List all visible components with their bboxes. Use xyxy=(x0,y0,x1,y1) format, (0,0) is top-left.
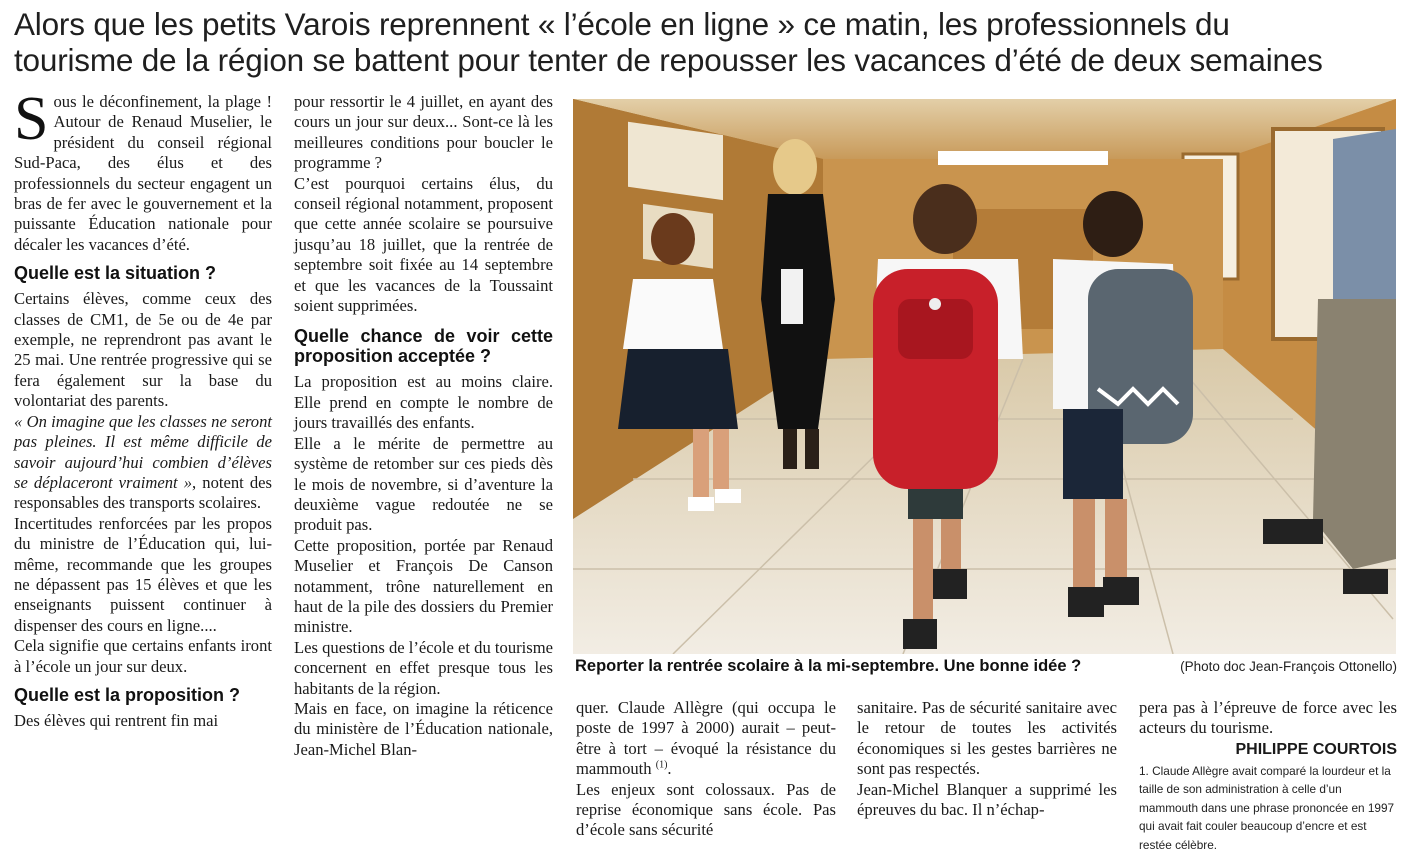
paragraph: Les enjeux sont colossaux. Pas de reprise économique sans école. Pas d’école sans sécurité xyxy=(576,779,836,840)
headline xyxy=(14,6,1409,78)
paragraph: quer. Claude Allègre (qui occupa le poste de 1997 à 2000) aurait – peut-être à tort – évoqué la résistance du mammouth $^{(1)}$. xyxy=(576,698,836,779)
article-column-2 xyxy=(294,92,553,760)
photo-caption xyxy=(575,657,1397,676)
headline-line-2: tourisme de la région se battent pour tenter de repousser les vacances d’été de deux semaines xyxy=(14,42,1323,78)
paragraph: Incertitudes renforcées par les propos du ministre de l’Éducation qui, lui-même, recommande que les groupes ne dépassent pas 15 élèves et que les enseignants puissent continuer à dispenser des cours en ligne.... xyxy=(14,513,272,635)
author-byline: PHILIPPE COURTOIS xyxy=(1235,740,1397,758)
dropcap: S xyxy=(14,85,49,153)
paragraph: Elle a le mérite de permettre au système de retomber sur ces pieds dès le mois de novembre, si d’aventure la deuxième vague redoutée ne se produit pas. xyxy=(294,433,553,535)
paragraph: C’est pourquoi certains élus, du conseil régional notamment, proposent que cette année scolaire se poursuive jusqu’au 18 juillet, que la rentrée de septembre soit fixée au 14 septembre et que les vacances de la Toussaint soient supprimées. xyxy=(294,173,553,316)
article-column-5 xyxy=(1139,698,1397,854)
quote-paragraph: « On imagine que les classes ne seront pas pleines. Il est même difficile de savoir aujourd’hui combien d’élèves se déplaceront vraiment », notent des responsables des transports scolaires. xyxy=(14,411,272,513)
paragraph: Certains élèves, comme ceux des classes de CM1, de 5e ou de 4e par exemple, ne reprendront pas avant le 25 mai. Une rentrée progressive qui se fera également sur la base du volontariat des parents. xyxy=(14,289,272,411)
caption-text: Reporter la rentrée scolaire à la mi-septembre. Une bonne idée ? xyxy=(575,657,1082,675)
intro-paragraph: Sous le déconfinement, la plage ! Autour de Renaud Muselier, le président du conseil régional Sud-Paca, des élus et des professionnels du secteur engagent un bras de fer avec le gouvernement et la puissante Éducation nationale pour décaler les vacances d’été. xyxy=(14,85,272,254)
section-heading-chance: Quelle chance de voir cette proposition acceptée ? xyxy=(294,326,553,367)
paragraph: Cela signifie que certains enfants iront à l’école un jour sur deux. xyxy=(14,636,272,676)
photo-school-corridor xyxy=(573,99,1396,654)
article-column-4 xyxy=(857,698,1117,820)
paragraph: Des élèves qui rentrent fin mai xyxy=(14,710,219,730)
footnote-ref: (1) xyxy=(655,759,668,771)
photo-credit: (Photo doc Jean-François Ottonello) xyxy=(1180,659,1397,674)
paragraph: Les questions de l’école et du tourisme concernent en effet presque tous les habitants de la région. xyxy=(294,637,553,698)
paragraph: Jean-Michel Blanquer a supprimé les épreuves du bac. Il n’échap- xyxy=(857,779,1117,820)
paragraph: La proposition est au moins claire. Elle prend en compte le nombre de jours travaillés des enfants. xyxy=(294,372,553,433)
paragraph: pour ressortir le 4 juillet, en ayant des cours un jour sur deux... Sont-ce là les meilleures conditions pour boucler le programme ? xyxy=(294,92,553,173)
article-column-1 xyxy=(14,85,272,731)
article-column-3 xyxy=(576,698,836,841)
quote: « On imagine que les classes ne seront pas pleines. Il est même difficile de savoir aujourd’hui combien d’élèves se déplaceront vraiment » xyxy=(14,411,272,492)
paragraph: Cette proposition, portée par Renaud Muselier et François De Canson notamment, trône naturellement en haut de la pile des dossiers du Premier ministre. xyxy=(294,535,553,637)
section-heading-situation: Quelle est la situation ? xyxy=(14,263,217,284)
footnote: 1. Claude Allègre avait comparé la lourdeur et la taille de son administration à celle d’un mammouth dans une phrase prononcée en 1997 qui avait fait couler beaucoup d’encre et est restée célèbre. xyxy=(1139,763,1395,852)
paragraph: pera pas à l’épreuve de force avec les acteurs du tourisme. xyxy=(1139,698,1397,738)
section-heading-proposition: Quelle est la proposition ? xyxy=(14,684,241,705)
headline-line-1: Alors que les petits Varois reprennent « l’école en ligne » ce matin, les professionnels du xyxy=(14,6,1230,42)
paragraph: sanitaire. Pas de sécurité sanitaire avec le retour de toutes les activités économiques si les gestes barrières ne sont pas respectés. xyxy=(857,698,1117,779)
paragraph: Mais en face, on imagine la réticence du ministère de l’Éducation nationale, Jean-Michel Blan- xyxy=(294,698,553,759)
